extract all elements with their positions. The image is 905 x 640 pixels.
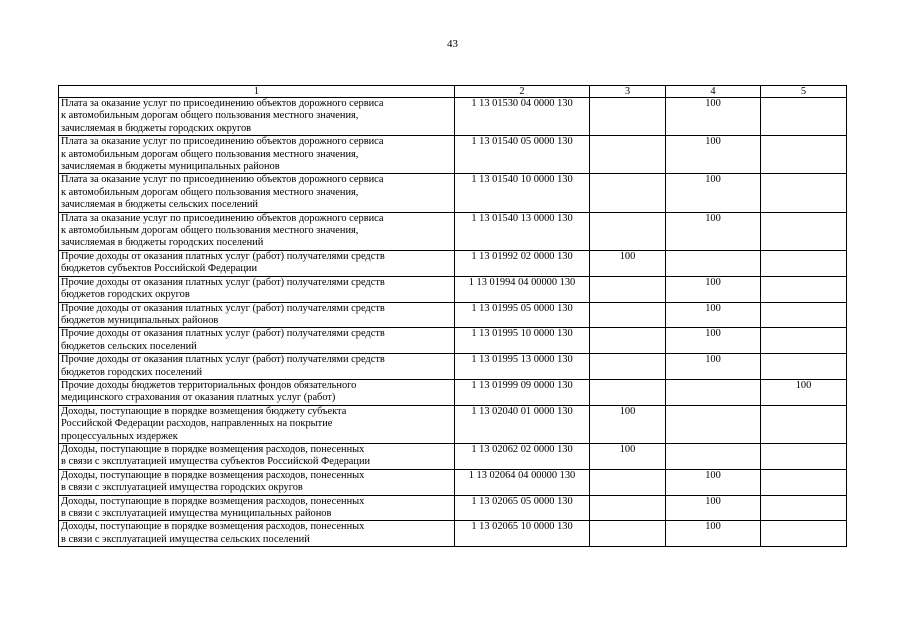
percent-cell-5	[761, 495, 847, 521]
percent-cell-3	[590, 302, 666, 328]
budget-code-cell: 1 13 01992 02 0000 130	[455, 250, 590, 276]
table-body	[59, 98, 847, 547]
budget-code-cell: 1 13 01540 05 0000 130	[455, 136, 590, 174]
budget-code-cell: 1 13 01999 09 0000 130	[455, 379, 590, 405]
percent-cell-4: 100	[666, 98, 761, 136]
revenue-name-cell: Плата за оказание услуг по присоединению объектов дорожного сервиса к автомобильным дорогам общего пользования местного значения, зачисляемая в бюджеты сельских поселений	[59, 174, 455, 212]
budget-code-cell: 1 13 01995 05 0000 130	[455, 302, 590, 328]
table-row	[59, 495, 847, 521]
budget-code-cell: 1 13 02065 10 0000 130	[455, 521, 590, 547]
percent-cell-4: 100	[666, 521, 761, 547]
budget-code-cell: 1 13 01530 04 0000 130	[455, 98, 590, 136]
column-header-1: 1	[59, 86, 455, 98]
percent-cell-5	[761, 354, 847, 380]
percent-cell-3	[590, 469, 666, 495]
percent-cell-3	[590, 98, 666, 136]
percent-cell-3	[590, 136, 666, 174]
percent-cell-5	[761, 469, 847, 495]
revenue-name-cell: Прочие доходы от оказания платных услуг (работ) получателями средств бюджетов городских поселений	[59, 354, 455, 380]
percent-cell-4	[666, 250, 761, 276]
table-row	[59, 136, 847, 174]
percent-cell-3: 100	[590, 250, 666, 276]
percent-cell-3	[590, 328, 666, 354]
column-header-3: 3	[590, 86, 666, 98]
revenue-name-cell: Прочие доходы от оказания платных услуг (работ) получателями средств бюджетов сельских поселений	[59, 328, 455, 354]
percent-cell-3	[590, 212, 666, 250]
percent-cell-4: 100	[666, 469, 761, 495]
percent-cell-3	[590, 521, 666, 547]
revenue-name-cell: Доходы, поступающие в порядке возмещения расходов, понесенных в связи с эксплуатацией имущества сельских поселений	[59, 521, 455, 547]
table-row	[59, 469, 847, 495]
table-row	[59, 174, 847, 212]
table-row	[59, 98, 847, 136]
percent-cell-5	[761, 212, 847, 250]
table-row	[59, 443, 847, 469]
revenue-name-cell: Плата за оказание услуг по присоединению объектов дорожного сервиса к автомобильным дорогам общего пользования местного значения, зачисляемая в бюджеты городских округов	[59, 98, 455, 136]
percent-cell-5	[761, 136, 847, 174]
percent-cell-4: 100	[666, 212, 761, 250]
table-row	[59, 405, 847, 443]
table-row	[59, 328, 847, 354]
percent-cell-3: 100	[590, 443, 666, 469]
budget-code-cell: 1 13 02040 01 0000 130	[455, 405, 590, 443]
revenue-name-cell: Доходы, поступающие в порядке возмещения расходов, понесенных в связи с эксплуатацией имущества субъектов Российской Федерации	[59, 443, 455, 469]
percent-cell-4	[666, 443, 761, 469]
table-row	[59, 354, 847, 380]
percent-cell-4: 100	[666, 174, 761, 212]
percent-cell-3: 100	[590, 405, 666, 443]
revenue-name-cell: Доходы, поступающие в порядке возмещения расходов, понесенных в связи с эксплуатацией имущества городских округов	[59, 469, 455, 495]
percent-cell-3	[590, 276, 666, 302]
revenue-name-cell: Прочие доходы от оказания платных услуг (работ) получателями средств бюджетов муниципальных районов	[59, 302, 455, 328]
revenue-name-cell: Доходы, поступающие в порядке возмещения расходов, понесенных в связи с эксплуатацией имущества муниципальных районов	[59, 495, 455, 521]
page-number: 43	[447, 38, 458, 50]
revenue-name-cell: Плата за оказание услуг по присоединению объектов дорожного сервиса к автомобильным дорогам общего пользования местного значения, зачисляемая в бюджеты муниципальных районов	[59, 136, 455, 174]
percent-cell-4: 100	[666, 276, 761, 302]
percent-cell-4	[666, 405, 761, 443]
table-row	[59, 521, 847, 547]
percent-cell-5	[761, 302, 847, 328]
percent-cell-5: 100	[761, 379, 847, 405]
table-row	[59, 276, 847, 302]
percent-cell-5	[761, 405, 847, 443]
percent-cell-5	[761, 276, 847, 302]
table-header-row	[59, 86, 847, 98]
percent-cell-3	[590, 495, 666, 521]
percent-cell-5	[761, 250, 847, 276]
budget-code-cell: 1 13 02064 04 00000 130	[455, 469, 590, 495]
table-row	[59, 379, 847, 405]
percent-cell-5	[761, 443, 847, 469]
percent-cell-5	[761, 98, 847, 136]
percent-cell-5	[761, 174, 847, 212]
percent-cell-3	[590, 174, 666, 212]
column-header-4: 4	[666, 86, 761, 98]
budget-code-cell: 1 13 01994 04 00000 130	[455, 276, 590, 302]
budget-code-cell: 1 13 01540 13 0000 130	[455, 212, 590, 250]
percent-cell-3	[590, 354, 666, 380]
percent-cell-4: 100	[666, 136, 761, 174]
budget-code-cell: 1 13 01995 10 0000 130	[455, 328, 590, 354]
revenue-name-cell: Плата за оказание услуг по присоединению объектов дорожного сервиса к автомобильным дорогам общего пользования местного значения, зачисляемая в бюджеты городских поселений	[59, 212, 455, 250]
revenue-name-cell: Доходы, поступающие в порядке возмещения бюджету субъекта Российской Федерации расходов, направленных на покрытие процессуальных издержек	[59, 405, 455, 443]
budget-code-cell: 1 13 01540 10 0000 130	[455, 174, 590, 212]
column-header-5: 5	[761, 86, 847, 98]
table-row	[59, 212, 847, 250]
percent-cell-4	[666, 379, 761, 405]
percent-cell-4: 100	[666, 354, 761, 380]
budget-code-cell: 1 13 02065 05 0000 130	[455, 495, 590, 521]
percent-cell-4: 100	[666, 328, 761, 354]
revenue-name-cell: Прочие доходы от оказания платных услуг (работ) получателями средств бюджетов городских округов	[59, 276, 455, 302]
percent-cell-4: 100	[666, 302, 761, 328]
revenue-table	[58, 85, 847, 547]
table-row	[59, 302, 847, 328]
revenue-name-cell: Прочие доходы от оказания платных услуг (работ) получателями средств бюджетов субъектов Российской Федерации	[59, 250, 455, 276]
percent-cell-5	[761, 521, 847, 547]
column-header-2: 2	[455, 86, 590, 98]
percent-cell-4: 100	[666, 495, 761, 521]
percent-cell-5	[761, 328, 847, 354]
table-row	[59, 250, 847, 276]
revenue-name-cell: Прочие доходы бюджетов территориальных фондов обязательного медицинского страхования от оказания платных услуг (работ)	[59, 379, 455, 405]
budget-code-cell: 1 13 01995 13 0000 130	[455, 354, 590, 380]
budget-code-cell: 1 13 02062 02 0000 130	[455, 443, 590, 469]
percent-cell-3	[590, 379, 666, 405]
